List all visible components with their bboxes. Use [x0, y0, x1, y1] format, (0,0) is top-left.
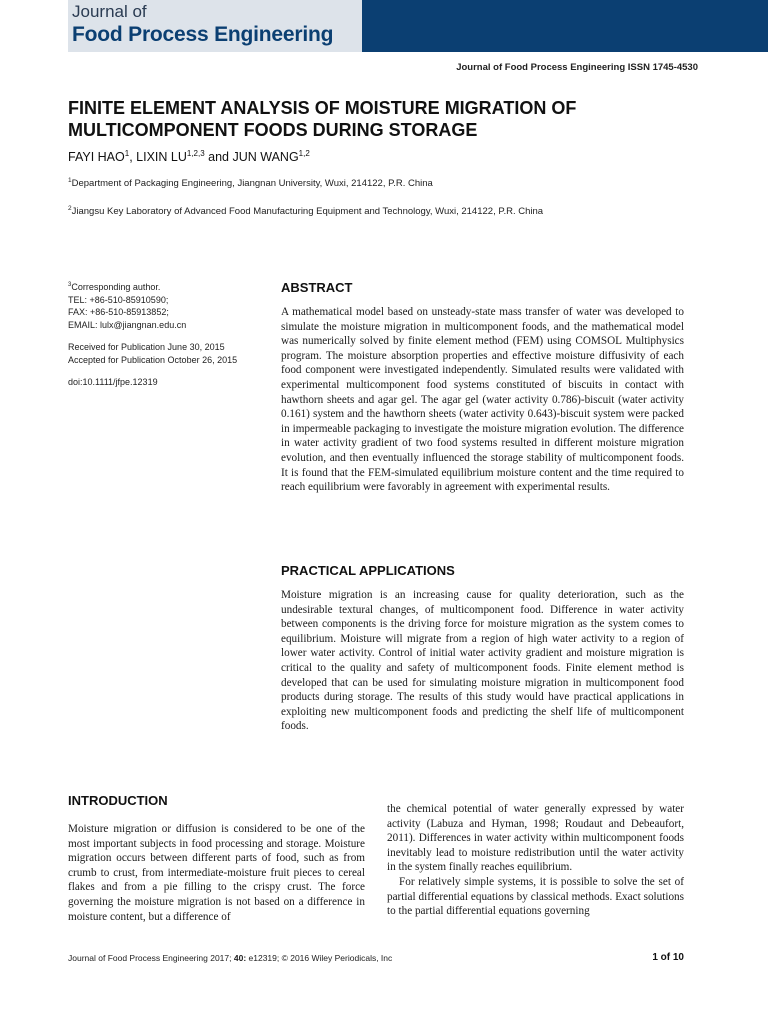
- author-name: FAYI HAO: [68, 150, 125, 165]
- banner-color-strip: [362, 0, 768, 52]
- citation-volume: 40:: [233, 953, 247, 963]
- banner-journal-name: Food Process Engineering: [72, 23, 334, 46]
- affiliation-2: [68, 205, 543, 217]
- author-name: LIXIN LU: [136, 150, 187, 165]
- corresponding-sup: 3: [68, 282, 72, 288]
- abstract-text: A mathematical model based on unsteady-state mass transfer of water was developed to simulate the moisture migration in multicomponent foods, and the mathematical model was numerically solved by finite element method (FEM) using COMSOL Multiphysics program. The moisture absorption properties and effective moisture diffusivity of each food component were investigated independently. Simulated results were validated with experimental multicomponent food systems constituted of biscuits in contact with hawthorn sheets and agar gel. The agar gel (water activity 0.786)-biscuit (water activity 0.161) system and the hawthorn sheets (water activity 0.643)-biscuit system were packed in impermeable packaging to investigate the moisture migration evolution. The difference in water activity gradient of two food systems resulted in different moisture migration evolution, and then eventually influenced the storage stability of multicomponent foods. It is found that the FEM-simulated equilibrium moisture content and the time required to reach equilibrium were favorably in agreement with experimental results.: [281, 306, 684, 494]
- abstract-heading: ABSTRACT: [281, 280, 353, 295]
- introduction-heading: INTRODUCTION: [68, 793, 168, 808]
- affiliation-text: Jiangsu Key Laboratory of Advanced Food Manufacturing Equipment and Technology, Wuxi, 214122, P.R. China: [71, 206, 544, 218]
- corresponding-author: [68, 279, 268, 294]
- footer-citation: [68, 953, 392, 963]
- email[interactable]: EMAIL: lulx@jiangnan.edu.cn: [68, 319, 187, 330]
- received-date: Received for Publication June 30, 2015: [68, 342, 225, 352]
- issn-line: Journal of Food Process Engineering ISSN 1745-4530: [456, 62, 698, 73]
- article-title: [68, 97, 708, 141]
- author-affil-sup: 1: [124, 149, 130, 158]
- introduction-paragraph: the chemical potential of water generally expressed by water activity (Labuza and Hyman, 1998; Roudaut and Debeaufort, 2011). Differences in water activity within multicomponent foods inevitably lead to moisture redistribution until the water activity in the system finally reaches equilibrium.: [387, 803, 684, 874]
- author-affil-sup: 1,2: [298, 149, 310, 158]
- title-line-2: MULTICOMPONENT FOODS DURING STORAGE: [68, 120, 478, 140]
- doi[interactable]: doi:10.1111/jfpe.12319: [68, 377, 158, 387]
- affiliation-text: Department of Packaging Engineering, Jiangnan University, Wuxi, 214122, P.R. China: [71, 178, 433, 190]
- practical-applications-text: Moisture migration is an increasing cause for quality deterioration, such as the undesirable textural changes, of multicomponent food. Difference in water activity between components is the driving force for moisture migration as the system comes to equilibrium. Moisture will migrate from a region of high water activity to a region of lower water activity. Control of initial water activity gradient and moisture migration is critical to the quality and safety of multicomponent foods. Finite element method is developed that can be used for simulating moisture migration in multicomponent food products during storage. The results of this study would have practical applications in exploiting new multicomponent foods and predicting the shelf life of multicomponent foods.: [281, 589, 684, 733]
- corresponding-label: Corresponding author.: [71, 282, 161, 292]
- fax: FAX: +86-510-85913852;: [68, 307, 169, 317]
- citation-prefix: Journal of Food Process Engineering 2017;: [68, 953, 234, 963]
- affiliation-sup: 2: [68, 205, 72, 212]
- journal-banner: [0, 0, 768, 52]
- author-name: JUN WANG: [232, 150, 299, 165]
- accepted-date: Accepted for Publication October 26, 2015: [68, 354, 238, 365]
- affiliation-1: [68, 177, 433, 189]
- introduction-column-2: [387, 802, 684, 919]
- page-number: 1 of 10: [652, 952, 684, 963]
- affiliation-sup: 1: [68, 177, 72, 184]
- introduction-paragraph: For relatively simple systems, it is possible to solve the set of partial differential equations by classical methods. Exact solutions to the partial differential equations governing: [387, 875, 684, 918]
- author-separator: ,: [129, 150, 137, 165]
- introduction-column-1: Moisture migration or diffusion is considered to be one of the most important subjects in food processing and storage. Moisture migration occurs between different parts of food, such as from crumb to crust, from intermediate-moisture fruit pieces to cereal flakes and from a pie filling to the crispy crust. The force governing the moisture migration is not based on a difference in moisture content, but a difference of: [68, 823, 365, 923]
- author-affil-sup: 1,2,3: [186, 149, 205, 158]
- author-list: [68, 149, 310, 164]
- citation-suffix: e12319; © 2016 Wiley Periodicals, Inc: [246, 953, 393, 963]
- article-sidebar: [68, 279, 268, 389]
- banner-journal-of: Journal of: [72, 2, 147, 21]
- title-line-1: FINITE ELEMENT ANALYSIS OF MOISTURE MIGRATION OF: [68, 98, 577, 118]
- author-separator: and: [204, 150, 233, 165]
- practical-applications-heading: PRACTICAL APPLICATIONS: [281, 563, 455, 578]
- tel: TEL: +86-510-85910590;: [68, 294, 169, 305]
